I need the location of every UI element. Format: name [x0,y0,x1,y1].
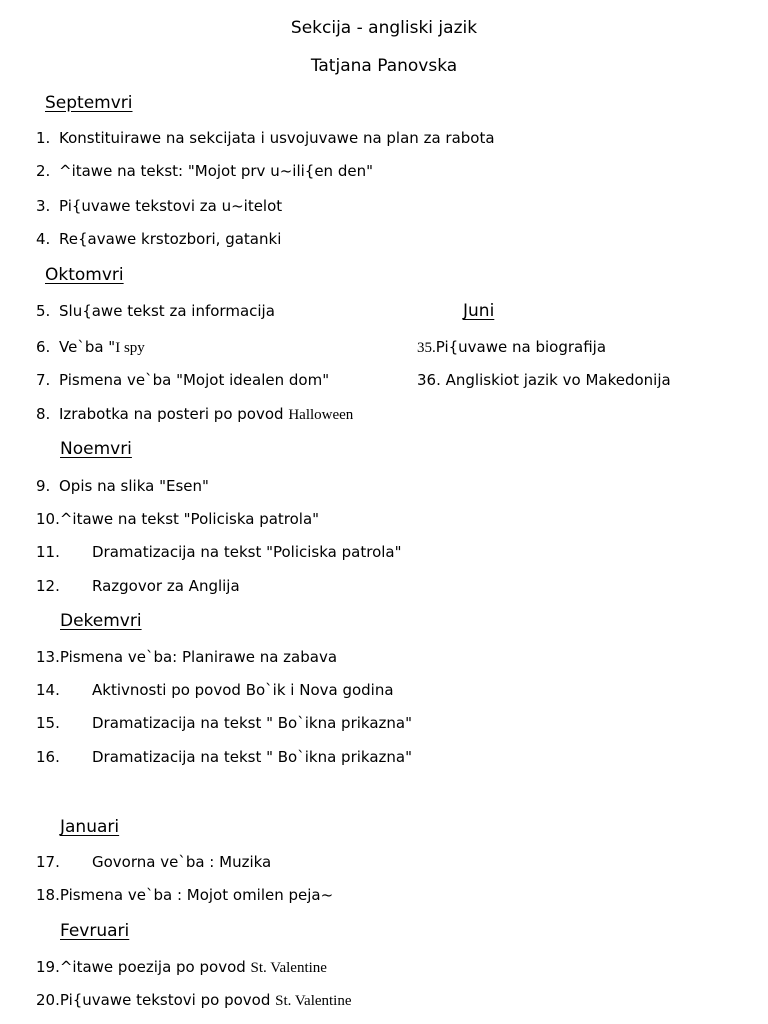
item-number: 6. [36,338,51,356]
item-text: Pismena ve`ba : Mojot omilen peja~ [59,886,334,904]
list-item [36,338,145,357]
month-heading-juni: Juni [463,301,495,321]
month-heading-dekemvri: Dekemvri [60,611,142,631]
item-number: 4. [36,230,51,248]
item-text: Slu{awe tekst za informacija [59,302,275,320]
month-heading-septemvri: Septemvri [45,93,133,113]
item-number: 1. [36,129,51,147]
item-text: Pi{uvawe tekstovi za u~itelot [59,197,283,215]
item-text: Angliskiot jazik vo Makedonija [445,371,671,389]
month-heading-fevruari: Fevruari [60,921,130,941]
list-item [36,853,271,871]
list-item [36,886,333,904]
item-text: Opis na slika "Esen" [59,477,209,495]
list-item [36,162,373,180]
item-text: Izrabotka na posteri po povod [59,405,289,423]
month-heading-noemvri: Noemvri [60,439,132,459]
list-item [36,405,353,424]
item-number: 36. [417,371,441,389]
item-number: 12. [36,577,60,595]
item-number: 7. [36,371,51,389]
item-number: 15. [36,714,60,732]
item-text: Dramatizacija na tekst "Policiska patrola" [92,543,402,561]
list-item [36,714,412,732]
item-text-english: St. Valentine [250,960,327,976]
item-number: 20. [36,991,60,1009]
item-number: 11. [36,543,60,561]
list-item [36,681,394,699]
item-number: 14. [36,681,60,699]
list-item [36,958,327,977]
item-text: ^itawe poezija po povod [59,958,251,976]
item-number: 17. [36,853,60,871]
document-title: Sekcija - angliski jazik [290,18,478,38]
item-text: Pi{uvawe tekstovi po povod [59,991,276,1009]
list-item [36,197,282,215]
item-number: 18. [36,886,60,904]
item-text: Ve`ba " [59,338,116,356]
list-item [36,477,209,495]
list-item [36,230,281,248]
item-number: 13. [36,648,60,666]
item-text: Pismena ve`ba "Mojot idealen dom" [59,371,330,389]
item-text: Dramatizacija na tekst " Bo`ikna prikazna" [92,714,412,732]
item-text: Konstituirawe na sekcijata i usvojuvawe na plan za rabota [59,129,495,147]
item-text: Dramatizacija na tekst " Bo`ikna prikazna" [92,748,412,766]
item-text-english: Halloween [288,407,354,423]
item-text: ^itawe na tekst "Policiska patrola" [59,510,320,528]
list-item [36,991,352,1010]
list-item [36,748,412,766]
item-text: Re{avawe krstozbori, gatanki [59,230,282,248]
item-number: 10. [36,510,60,528]
month-heading-oktomvri: Oktomvri [45,265,124,285]
item-text-english: St. Valentine [275,993,352,1009]
month-heading-januari: Januari [60,817,120,837]
item-text: ^itawe na tekst: "Mojot prv u~ili{en den" [59,162,373,180]
list-item [36,371,329,389]
item-number: 3. [36,197,51,215]
item-number: 9. [36,477,51,495]
list-item [36,577,240,595]
item-number: 5. [36,302,51,320]
item-number: 35. [417,340,436,356]
document-author: Tatjana Panovska [310,56,458,76]
list-item [36,543,402,561]
list-item [36,510,319,528]
list-item [36,302,275,320]
list-item [417,371,671,389]
list-item [417,338,606,357]
item-text: Aktivnosti po povod Bo`ik i Nova godina [92,681,394,699]
item-text-english: I spy [115,340,145,356]
item-number: 8. [36,405,51,423]
item-number: 16. [36,748,60,766]
item-number: 2. [36,162,51,180]
list-item [36,129,495,147]
item-text: Razgovor za Anglija [92,577,240,595]
item-text: Govorna ve`ba : Muzika [92,853,272,871]
item-text: Pismena ve`ba: Planirawe na zabava [59,648,338,666]
list-item [36,648,337,666]
item-text: Pi{uvawe na biografija [435,338,607,356]
item-number: 19. [36,958,60,976]
